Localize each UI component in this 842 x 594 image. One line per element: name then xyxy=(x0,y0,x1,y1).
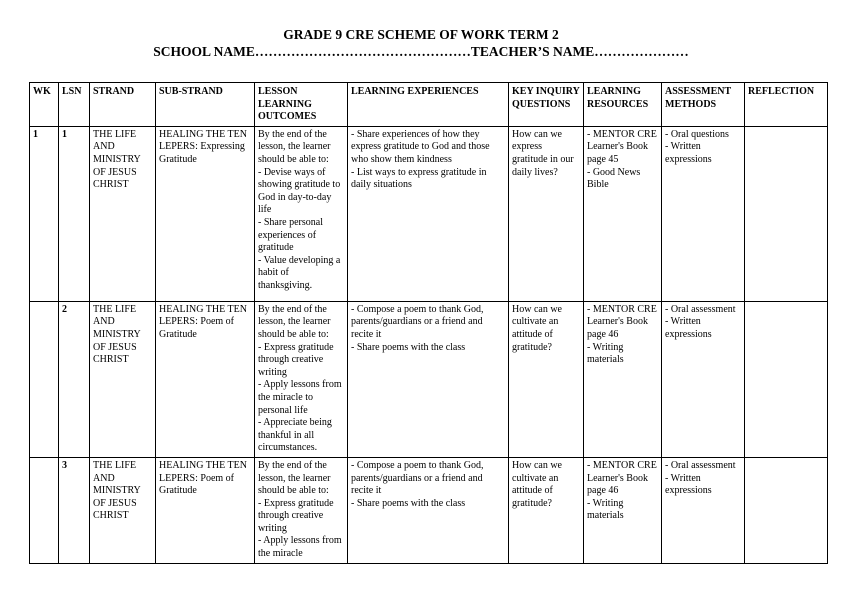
cell-experiences xyxy=(348,457,509,563)
cell-lesson: 2 xyxy=(59,301,90,457)
outcome-line: - Devise ways of showing gratitude to God in day-to-day life xyxy=(258,166,341,216)
document-header xyxy=(0,26,842,60)
column-header-lsn: LSN xyxy=(59,83,90,127)
experience-line: - Share poems with the class xyxy=(351,341,466,353)
document-title: GRADE 9 CRE SCHEME OF WORK TERM 2 xyxy=(283,27,559,42)
outcome-line: - Share personal experiences of gratitude xyxy=(258,216,323,254)
column-header-assessment: ASSESSMENT METHODS xyxy=(662,83,745,127)
cell-lesson: 1 xyxy=(59,126,90,301)
table-header-row xyxy=(30,83,828,127)
document-subtitle: SCHOOL NAME…………………………………………TEACHER’S NAME………………… xyxy=(153,44,689,59)
cell-key-question: How can we cultivate an attitude of gratitude? xyxy=(509,457,584,563)
resource-line: - MENTOR CRE Learner's Book page 46 xyxy=(587,459,657,497)
cell-outcomes xyxy=(255,126,348,301)
scheme-of-work-table xyxy=(29,82,828,564)
column-header-outcomes: LESSON LEARNING OUTCOMES xyxy=(255,83,348,127)
column-header-resources: LEARNING RESOURCES xyxy=(584,83,662,127)
column-header-reflection: REFLECTION xyxy=(745,83,828,127)
cell-week xyxy=(30,457,59,563)
cell-experiences xyxy=(348,301,509,457)
cell-strand: THE LIFE AND MINISTRY OF JESUS CHRIST xyxy=(90,301,156,457)
cell-reflection xyxy=(745,301,828,457)
resource-line: - Good News Bible xyxy=(587,166,641,191)
column-header-wk: WK xyxy=(30,83,59,127)
cell-resources xyxy=(584,126,662,301)
column-header-strand: STRAND xyxy=(90,83,156,127)
resource-line: - MENTOR CRE Learner's Book page 45 xyxy=(587,128,657,165)
outcome-line: By the end of the lesson, the learner should be able to: xyxy=(258,303,331,340)
cell-key-question: How can we cultivate an attitude of gratitude? xyxy=(509,301,584,457)
cell-reflection xyxy=(745,457,828,563)
experience-line: - Share experiences of how they express gratitude to God and those who show them kindness xyxy=(351,128,490,165)
cell-outcomes xyxy=(255,301,348,457)
cell-lesson: 3 xyxy=(59,457,90,563)
outcome-line: - Apply lessons from the miracle xyxy=(258,535,342,560)
outcome-line: - Appreciate being thankful in all circumstances. xyxy=(258,417,332,454)
cell-strand: THE LIFE AND MINISTRY OF JESUS CHRIST xyxy=(90,457,156,563)
experience-line: - Share poems with the class xyxy=(351,497,466,509)
resource-line: - MENTOR CRE Learner's Book page 46 xyxy=(587,303,657,340)
outcome-line: - Express gratitude through creative writing xyxy=(258,341,334,378)
outcome-line: - Value developing a habit of thanksgiving. xyxy=(258,254,341,291)
cell-key-question: How can we express gratitude in our daily lives? xyxy=(509,126,584,301)
assessment-line: - Oral assessment xyxy=(665,459,736,471)
table-row xyxy=(30,457,828,563)
cell-reflection xyxy=(745,126,828,301)
outcome-line: By the end of the lesson, the learner should be able to: xyxy=(258,459,331,497)
assessment-line: - Written expressions xyxy=(665,472,712,497)
column-header-sub-strand: SUB-STRAND xyxy=(156,83,255,127)
experience-line: - List ways to express gratitude in daily situations xyxy=(351,166,487,191)
outcome-line: - Express gratitude through creative writing xyxy=(258,497,334,534)
cell-week: 1 xyxy=(30,126,59,301)
table-row xyxy=(30,301,828,457)
cell-sub-strand: HEALING THE TEN LEPERS: Poem of Gratitude xyxy=(156,301,255,457)
assessment-line: - Oral assessment xyxy=(665,303,736,315)
cell-assessment xyxy=(662,126,745,301)
experience-line: - Compose a poem to thank God, parents/guardians or a friend and recite it xyxy=(351,459,484,497)
cell-outcomes xyxy=(255,457,348,563)
experience-line: - Compose a poem to thank God, parents/guardians or a friend and recite it xyxy=(351,303,484,340)
outcome-line: By the end of the lesson, the learner should be able to: xyxy=(258,128,331,165)
assessment-line: - Oral questions xyxy=(665,128,729,140)
column-header-key-questions: KEY INQUIRY QUESTIONS xyxy=(509,83,584,127)
column-header-experiences: LEARNING EXPERIENCES xyxy=(348,83,509,127)
cell-sub-strand: HEALING THE TEN LEPERS: Expressing Gratitude xyxy=(156,126,255,301)
cell-experiences xyxy=(348,126,509,301)
cell-sub-strand: HEALING THE TEN LEPERS: Poem of Gratitude xyxy=(156,457,255,563)
assessment-line: - Written expressions xyxy=(665,316,712,340)
cell-resources xyxy=(584,457,662,563)
table-row xyxy=(30,126,828,301)
cell-assessment xyxy=(662,457,745,563)
outcome-line: - Apply lessons from the miracle to personal life xyxy=(258,379,342,416)
resource-line: - Writing materials xyxy=(587,497,624,522)
cell-strand: THE LIFE AND MINISTRY OF JESUS CHRIST xyxy=(90,126,156,301)
cell-week xyxy=(30,301,59,457)
cell-resources xyxy=(584,301,662,457)
resource-line: - Writing materials xyxy=(587,341,624,366)
assessment-line: - Written expressions xyxy=(665,141,712,165)
cell-assessment xyxy=(662,301,745,457)
